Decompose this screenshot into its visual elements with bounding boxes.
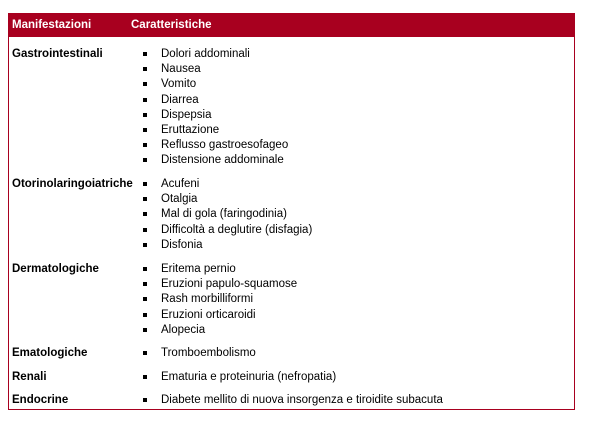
bullet-icon xyxy=(143,351,147,355)
list-item xyxy=(143,292,297,307)
bullet-icon xyxy=(143,143,147,147)
list-item xyxy=(143,238,312,253)
list-item xyxy=(143,62,288,77)
bullet-icon xyxy=(143,182,147,186)
list-item xyxy=(143,308,297,323)
item-text: Tromboembolismo xyxy=(161,347,256,359)
bullet-icon xyxy=(143,128,147,132)
list-item xyxy=(143,177,312,192)
item-list xyxy=(143,370,336,385)
item-text: Diabete mellito di nuova insorgenza e tiroidite subacuta xyxy=(161,394,443,406)
manifestations-table xyxy=(8,13,575,410)
list-item xyxy=(143,262,297,277)
item-list xyxy=(143,177,312,253)
item-text: Ematuria e proteinuria (nefropatia) xyxy=(161,371,337,383)
item-text: Eritema pernio xyxy=(161,263,236,275)
item-text: Difficoltà a deglutire (disfagia) xyxy=(161,223,313,236)
list-item xyxy=(143,223,312,238)
item-text: Vomito xyxy=(161,78,197,91)
item-text: Reflusso gastroesofageo xyxy=(161,139,289,152)
list-item xyxy=(143,207,312,222)
item-text: Rash morbilliformi xyxy=(161,293,254,306)
list-item xyxy=(143,138,288,153)
list-item xyxy=(143,47,288,62)
section-label: Ematologiche xyxy=(12,347,88,359)
section-label: Gastrointestinali xyxy=(12,48,103,60)
header-manifestazioni: Manifestazioni xyxy=(12,19,92,31)
item-text: Dolori addominali xyxy=(161,48,250,60)
item-list xyxy=(143,262,297,338)
bullet-icon xyxy=(143,313,147,317)
list-item xyxy=(143,192,312,207)
bullet-icon xyxy=(143,398,147,402)
section-label: Endocrine xyxy=(12,394,69,406)
item-text: Eruzioni papulo-squamose xyxy=(161,278,298,291)
item-text: Nausea xyxy=(161,63,201,76)
item-text: Disfonia xyxy=(161,238,203,251)
bullet-icon xyxy=(143,212,147,216)
item-list xyxy=(143,393,443,408)
bullet-icon xyxy=(143,98,147,102)
bullet-icon xyxy=(143,228,147,232)
item-text: Alopecia xyxy=(161,323,206,336)
table-header xyxy=(9,14,574,37)
item-text: Acufeni xyxy=(161,178,200,190)
bullet-icon xyxy=(143,158,147,162)
section-label: Dermatologiche xyxy=(12,263,99,275)
item-text: Distensione addominale xyxy=(161,154,284,167)
item-text: Otalgia xyxy=(161,193,198,206)
bullet-icon xyxy=(143,113,147,117)
list-item xyxy=(143,77,288,92)
bullet-icon xyxy=(143,267,147,271)
list-item xyxy=(143,323,297,338)
list-item xyxy=(143,346,256,361)
bullet-icon xyxy=(143,375,147,379)
section-label: Renali xyxy=(12,371,47,383)
list-item xyxy=(143,93,288,108)
bullet-icon xyxy=(143,52,147,56)
list-item xyxy=(143,108,288,123)
item-list xyxy=(143,346,256,361)
bullet-icon xyxy=(143,282,147,286)
bullet-icon xyxy=(143,67,147,71)
list-item xyxy=(143,370,336,385)
item-text: Eruzioni orticaroidi xyxy=(161,308,256,321)
item-text: Mal di gola (faringodinia) xyxy=(161,208,287,221)
bullet-icon xyxy=(143,243,147,247)
list-item xyxy=(143,123,288,138)
list-item xyxy=(143,393,443,408)
list-item xyxy=(143,277,297,292)
list-item xyxy=(143,153,288,168)
header-caratteristiche: Caratteristiche xyxy=(131,19,212,31)
bullet-icon xyxy=(143,197,147,201)
item-text: Dispepsia xyxy=(161,108,212,121)
item-text: Eruttazione xyxy=(161,123,220,136)
item-list xyxy=(143,47,288,169)
section-label: Otorinolaringoiatriche xyxy=(12,178,133,190)
bullet-icon xyxy=(143,328,147,332)
bullet-icon xyxy=(143,297,147,301)
bullet-icon xyxy=(143,82,147,86)
item-text: Diarrea xyxy=(161,93,199,106)
